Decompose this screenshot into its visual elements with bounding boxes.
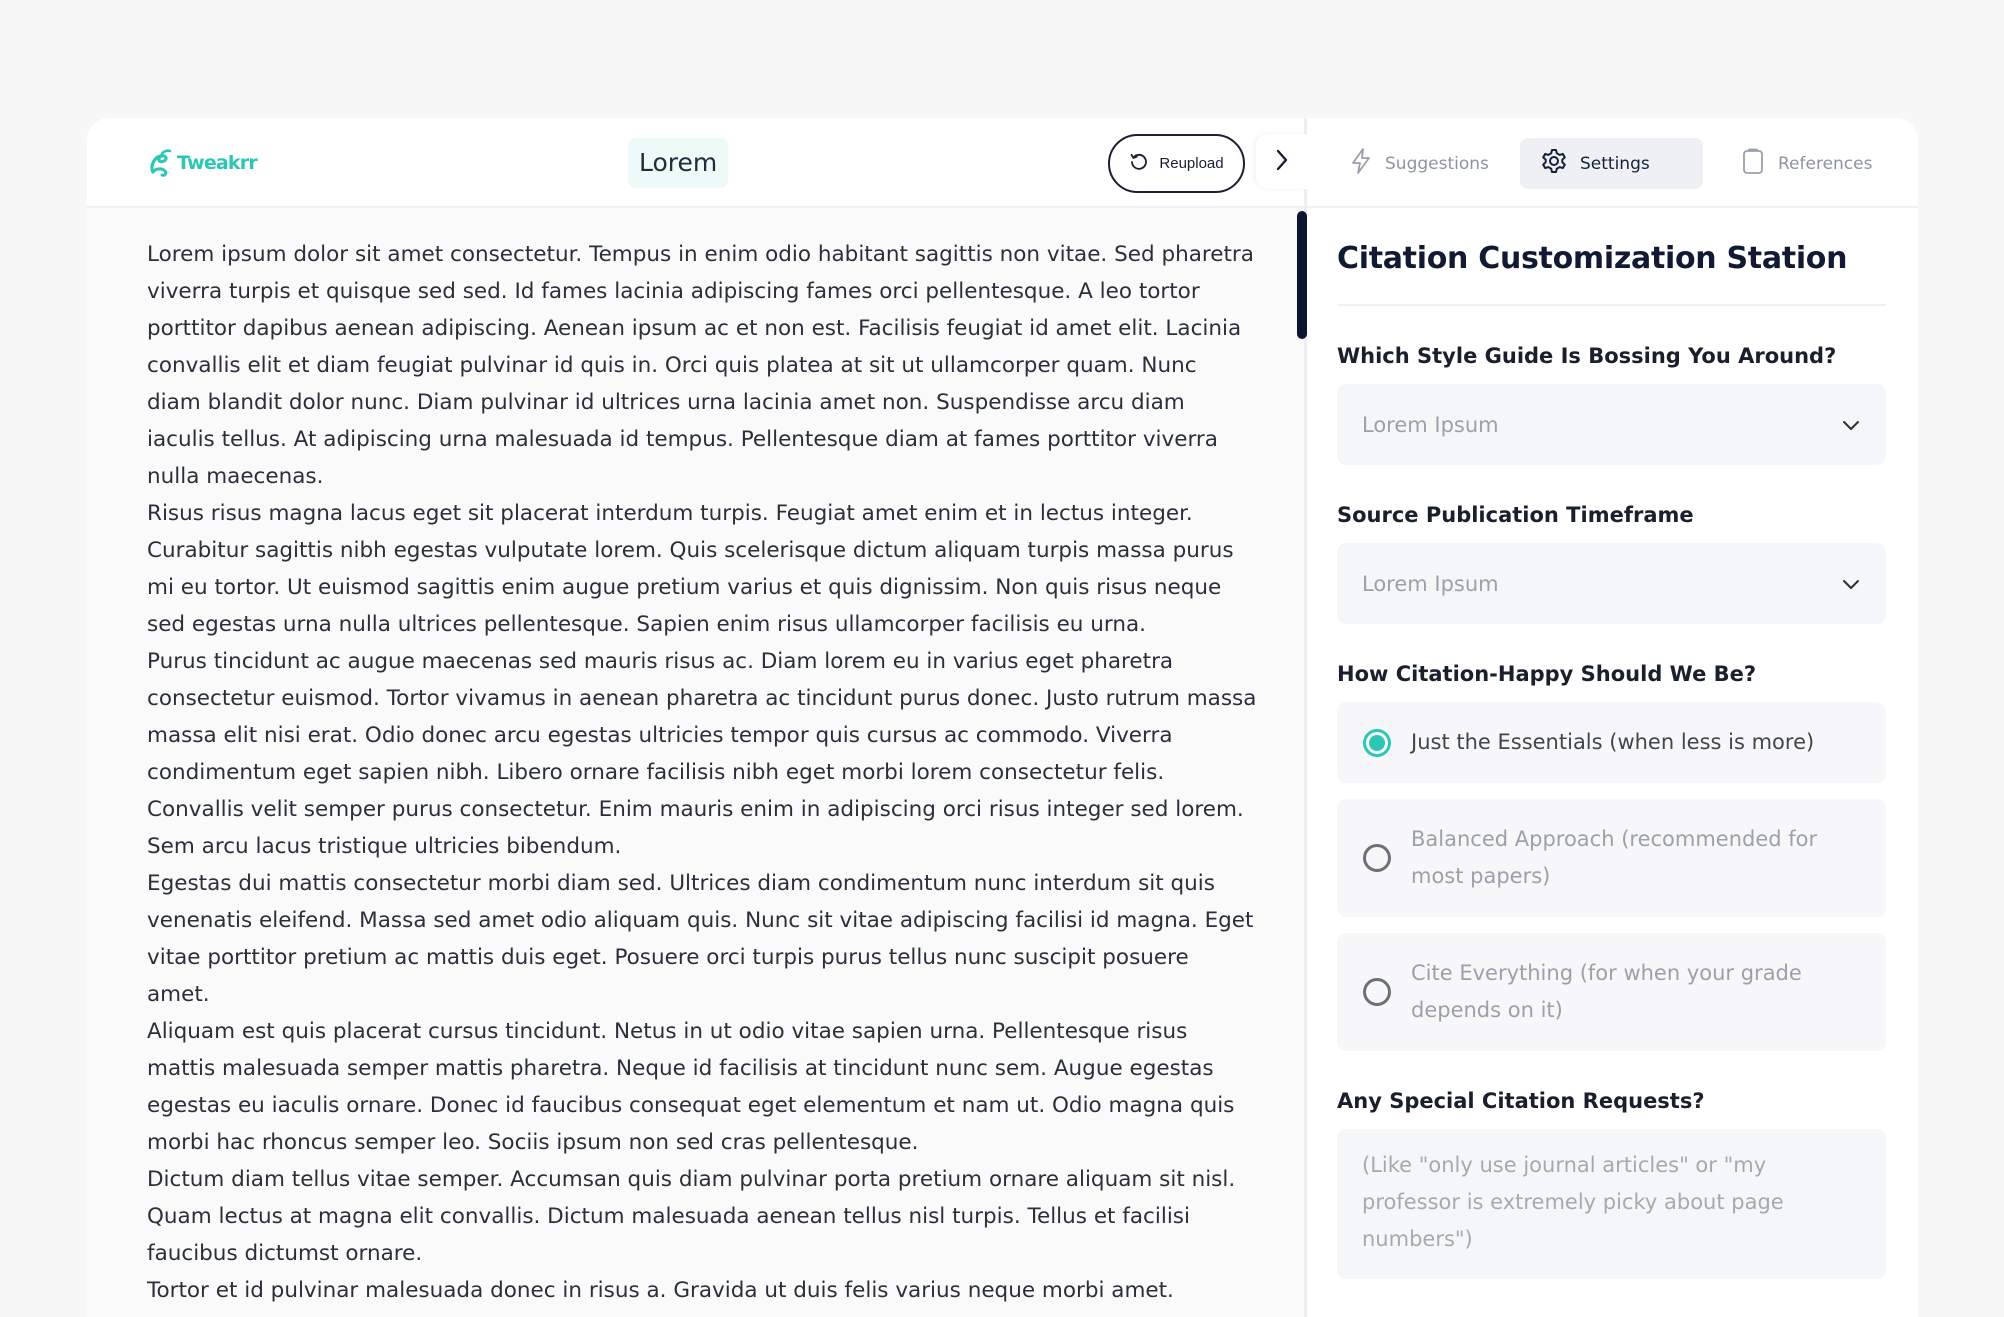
radio-option-balanced[interactable]	[1337, 799, 1886, 917]
citation-density-label: How Citation-Happy Should We Be?	[1337, 662, 1757, 686]
chevron-right-icon	[1274, 147, 1290, 177]
paragraph: Egestas dui mattis consectetur morbi diam sed. Ultrices diam condimentum nunc interdum sit quis venenatis eleifend. Massa sed amet odio aliquam quis. Nunc sit vitae adipiscing facilisi id magna. Eget vitae porttitor pretium ac mattis duis eget. Posuere orci turpis purus tellus nunc suscipit posuere amet.	[147, 871, 1254, 1007]
tweakrr-logo-icon	[147, 148, 175, 178]
gear-icon	[1540, 147, 1568, 180]
document-text[interactable]	[147, 236, 1257, 1309]
textarea-placeholder: (Like "only use journal articles" or "my professor is extremely picky about page numbers")	[1362, 1153, 1784, 1251]
radio-unselected-icon	[1363, 844, 1391, 872]
select-value: Lorem Ipsum	[1362, 412, 1499, 437]
tab-references[interactable]	[1720, 138, 1892, 189]
paragraph: Lorem ipsum dolor sit amet consectetur. Tempus in enim odio habitant sagittis non vitae. Sed pharetra viverra turpis et quisque sed sed. Id fames lacinia adipiscing fames orci pellentesque. A leo tortor porttitor dapibus aenean adipiscing. Aenean ipsum ac et non est. Facilisis feugiat id amet elit. Lacinia convallis elit et diam feugiat pulvinar id quis in. Orci quis platea at sit ut ullamcorper quam. Nunc diam blandit dolor nunc. Diam pulvinar id ultrices urna lacinia amet non. Suspendisse arcu diam iaculis tellus. At adipiscing urna malesuada id tempus. Pellentesque diam at fames porttitor viverra nulla maecenas.	[147, 242, 1254, 489]
logo[interactable]	[147, 148, 257, 178]
reupload-label: Reupload	[1159, 155, 1224, 172]
radio-option-everything[interactable]	[1337, 933, 1886, 1051]
scrollbar-thumb[interactable]	[1297, 211, 1307, 339]
radio-label: Cite Everything (for when your grade depends on it)	[1411, 961, 1802, 1022]
tab-suggestions[interactable]	[1329, 138, 1509, 189]
clipboard-icon	[1740, 147, 1766, 180]
tab-label: Settings	[1580, 153, 1650, 174]
paragraph: Tortor et id pulvinar malesuada donec in risus a. Gravida ut duis felis varius neque morbi amet.	[147, 1278, 1174, 1303]
paragraph: Aliquam est quis placerat cursus tincidunt. Netus in ut odio vitae sapien urna. Pellentesque risus mattis malesuada semper mattis pharetra. Neque id facilisis at tincidunt nunc sem. Augue egestas egestas eu iaculis ornare. Donec id faucibus consequat eget elementum et nam ut. Odio magna quis morbi hac rhoncus semper leo. Sociis ipsum non sed cras pellentesque.	[147, 1019, 1235, 1155]
chevron-down-icon	[1841, 413, 1861, 437]
radio-label: Balanced Approach (recommended for most papers)	[1411, 827, 1818, 888]
settings-form	[1337, 211, 1886, 1279]
editor-pane	[87, 118, 1307, 1317]
style-guide-label: Which Style Guide Is Bossing You Around?	[1337, 344, 1837, 368]
panel-tabs	[1307, 118, 1918, 208]
special-requests-textarea[interactable]	[1337, 1129, 1886, 1279]
reupload-button[interactable]	[1108, 134, 1245, 193]
divider	[1337, 304, 1886, 306]
tab-settings[interactable]	[1520, 138, 1703, 189]
radio-unselected-icon	[1363, 978, 1391, 1006]
document-title[interactable]: Lorem	[628, 138, 728, 188]
refresh-icon	[1129, 152, 1149, 176]
chevron-down-icon	[1841, 572, 1861, 596]
settings-panel	[1307, 118, 1918, 1317]
paragraph: Purus tincidunt ac augue maecenas sed mauris risus ac. Diam lorem eu in varius eget pharetra consectetur euismod. Tortor vivamus in aenean pharetra ac tincidunt purus donec. Justo rutrum massa massa elit nisi erat. Odio donec arcu egestas ultricies tempor quis cursus ac commodo. Viverra condimentum eget sapien nibh. Libero ornare facilisis nibh eget morbi lorem consectetur felis. Convallis velit semper purus consectetur. Enim mauris enim in adipiscing orci risus integer sed lorem. Sem arcu lacus tristique ultricies bibendum.	[147, 649, 1257, 859]
radio-selected-icon	[1363, 729, 1391, 757]
paragraph: Risus risus magna lacus eget sit placerat interdum turpis. Feugiat amet enim et in lectus integer. Curabitur sagittis nibh egestas vulputate lorem. Quis scelerisque dictum aliquam turpis massa purus mi eu tortor. Ut euismod sagittis enim augue pretium varius et quis dignissim. Non quis risus neque sed egestas urna nulla ultrices pellentesque. Sapien enim risus ullamcorper facilisis eu urna.	[147, 501, 1234, 637]
logo-text: Tweakrr	[177, 152, 257, 174]
radio-option-essentials[interactable]	[1337, 702, 1886, 783]
style-guide-select[interactable]	[1337, 384, 1886, 465]
select-value: Lorem Ipsum	[1362, 571, 1499, 596]
editor-header	[87, 118, 1304, 208]
timeframe-select[interactable]	[1337, 543, 1886, 624]
app-window	[87, 118, 1918, 1317]
lightning-icon	[1349, 147, 1373, 180]
timeframe-label: Source Publication Timeframe	[1337, 503, 1694, 527]
collapse-panel-button[interactable]	[1256, 134, 1307, 189]
tab-label: Suggestions	[1385, 153, 1489, 174]
special-requests-label: Any Special Citation Requests?	[1337, 1089, 1705, 1113]
radio-label: Just the Essentials (when less is more)	[1411, 730, 1815, 754]
tab-label: References	[1778, 153, 1873, 174]
panel-title: Citation Customization Station	[1337, 241, 1848, 276]
paragraph: Dictum diam tellus vitae semper. Accumsan quis diam pulvinar porta pretium ornare aliquam sit nisl. Quam lectus at magna elit convallis. Dictum malesuada aenean tellus nisl turpis. Tellus et facilisi faucibus dictumst ornare.	[147, 1167, 1236, 1266]
